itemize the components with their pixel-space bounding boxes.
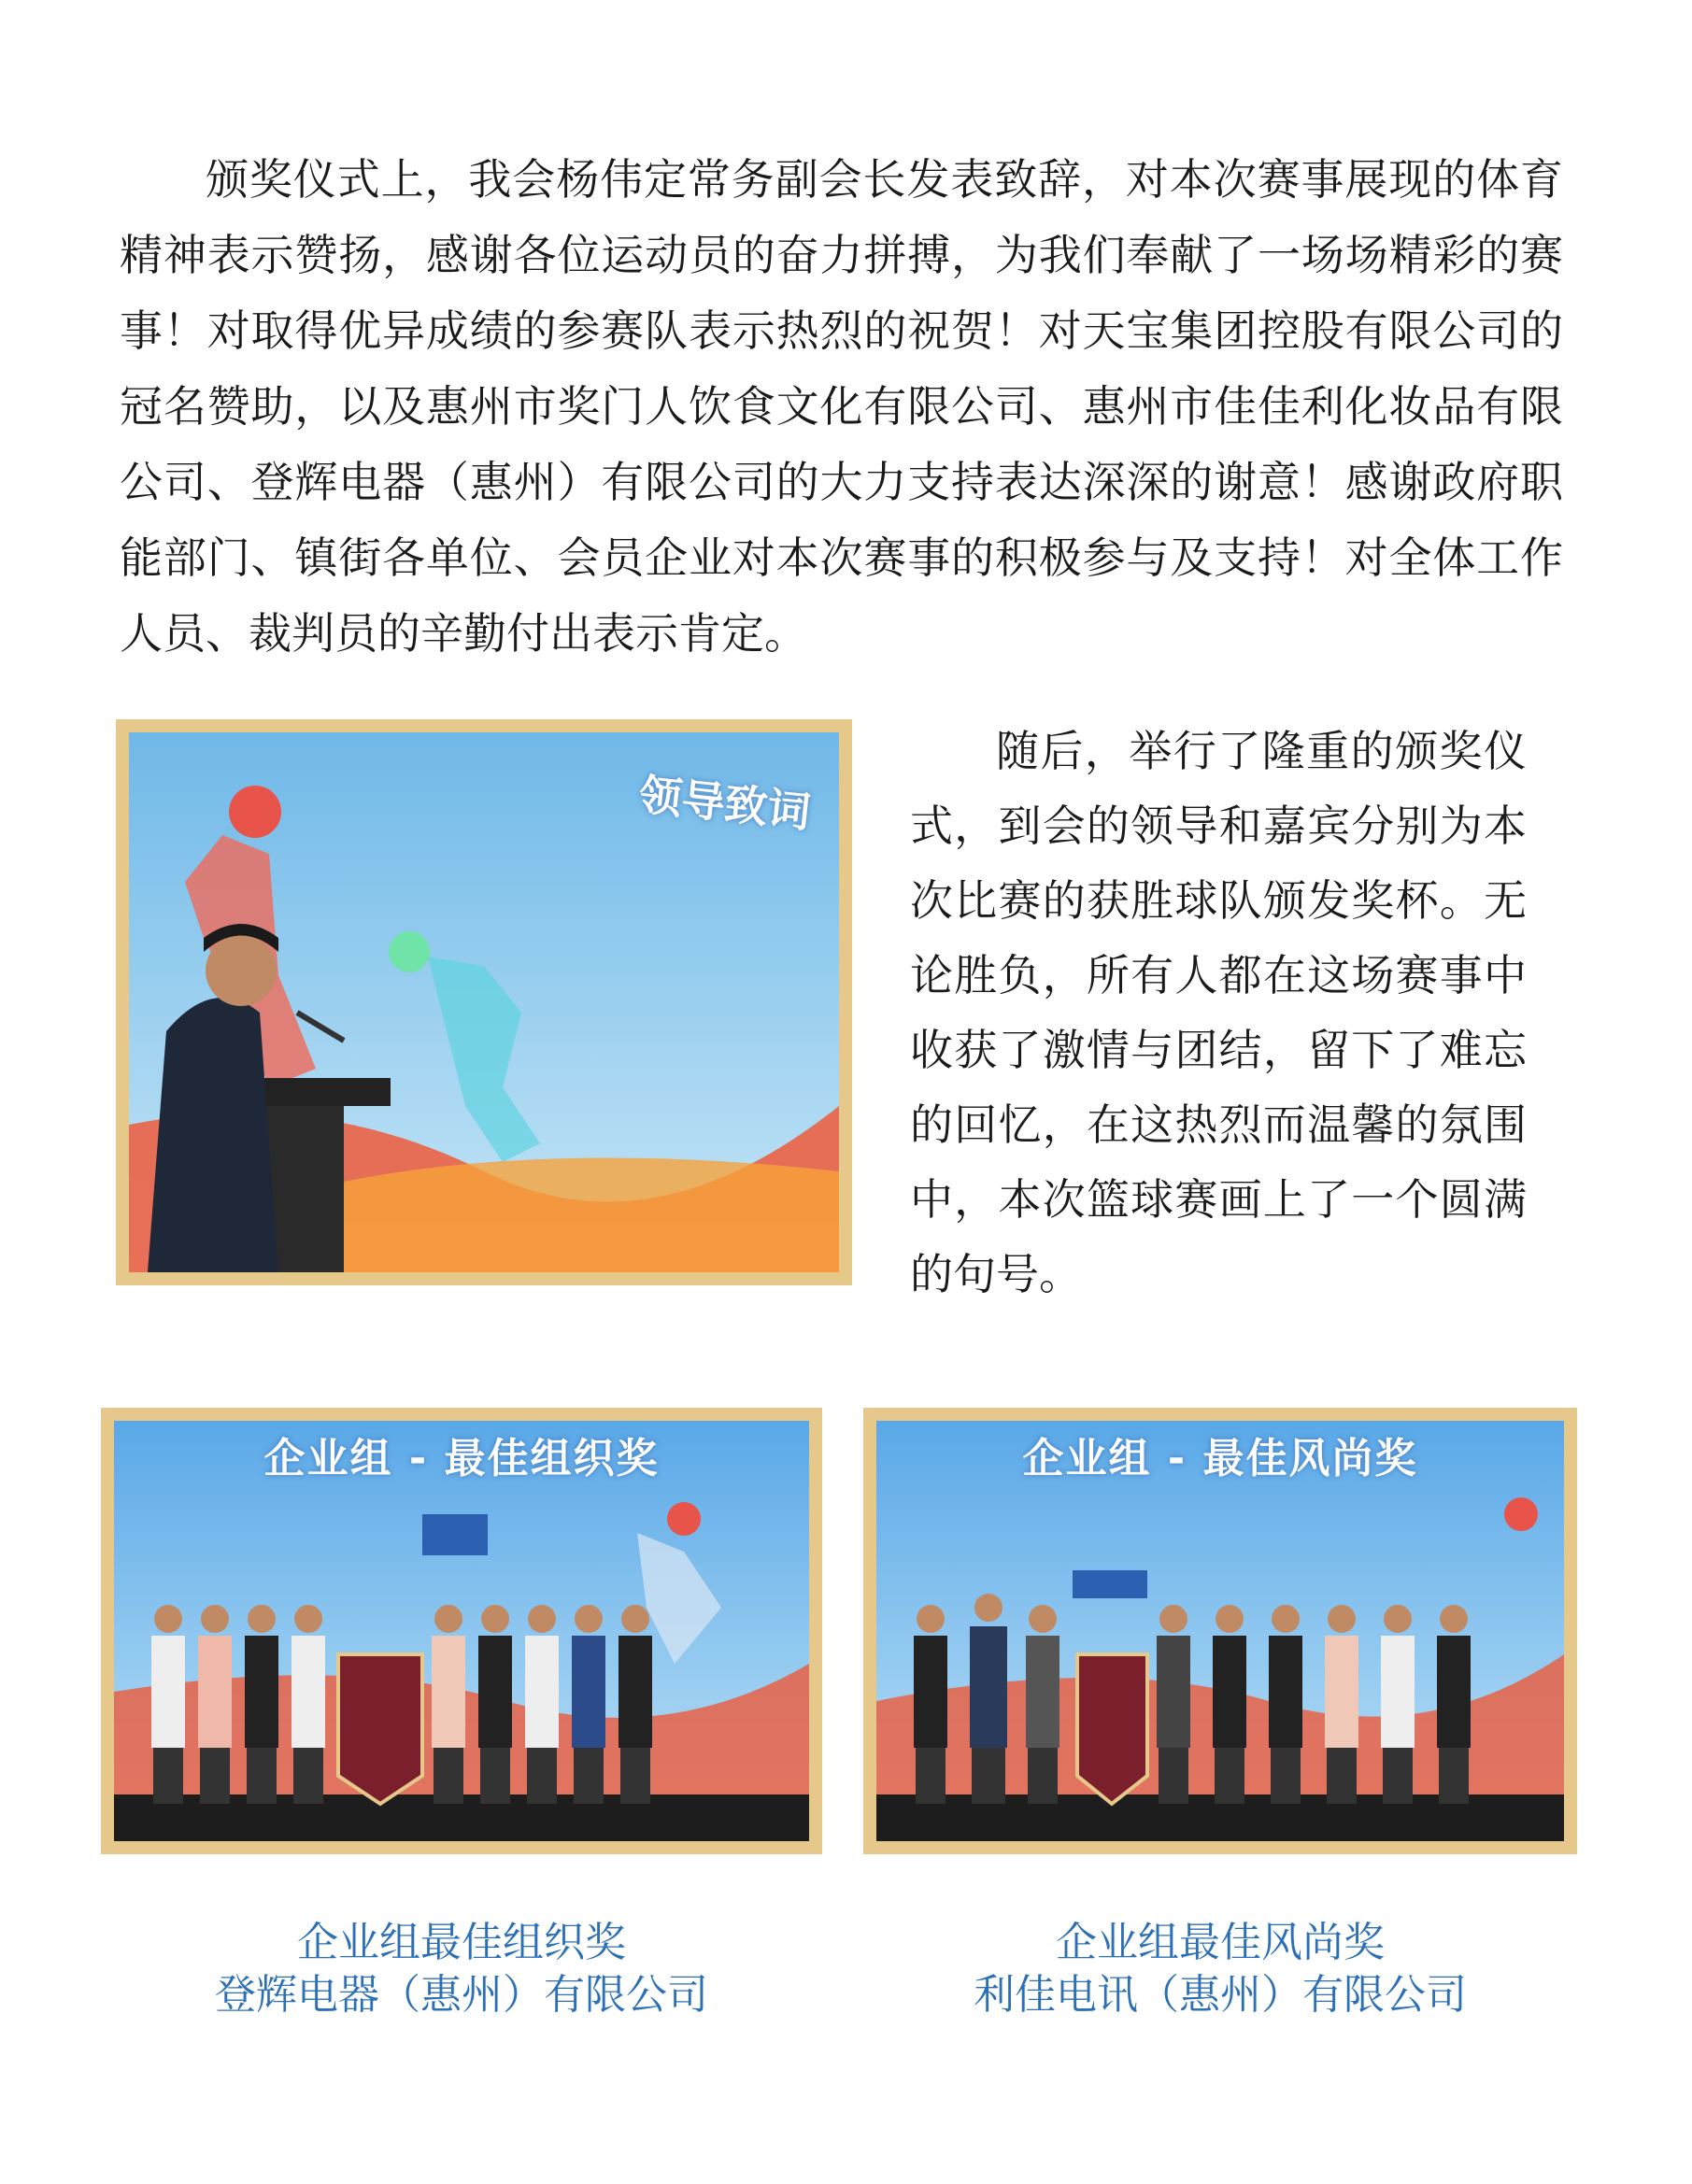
award-caption-2 <box>863 1917 1577 2021</box>
speech-photo <box>116 719 852 1285</box>
award-photo-organization <box>101 1408 822 1854</box>
award-caption-2-company: 利佳电讯（惠州）有限公司 <box>974 1971 1467 2019</box>
intro-paragraph: 颁奖仪式上，我会杨伟定常务副会长发表致辞，对本次赛事展现的体育精神表示赞扬，感谢各位运动员的奋力拼搏，为我们奉献了一场场精彩的赛事！对取得优异成绩的参赛队表示热烈的祝贺！对天宝集团控股有限公司的冠名赞助，以及惠州市奖门人饮食文化有限公司、惠州市佳佳利化妆品有限公司、登辉电器（惠州）有限公司的大力支持表达深深的谢意！感谢政府职能部门、镇街各单位、会员企业对本次赛事的积极参与及支持！对全体工作人员、裁判员的辛勤付出表示肯定。 <box>120 154 1563 659</box>
speech-screen-label: 领导致词 <box>636 769 814 838</box>
award-caption-1-company: 登辉电器（惠州）有限公司 <box>215 1971 708 2019</box>
award-photo-style <box>863 1408 1577 1854</box>
ceremony-paragraph: 随后，举行了隆重的颁奖仪式，到会的领导和嘉宾分别为本次比赛的获胜球队颁发奖杯。无论胜负，所有人都在这场赛事中收获了激情与团结，留下了难忘的回忆，在这热烈而温馨的氛围中，本次篮球赛画上了一个圆满的句号。 <box>910 726 1527 1299</box>
award-screen-title-2: 企业组 - 最佳风尚奖 <box>1022 1435 1418 1482</box>
award-caption-1-title: 企业组最佳组织奖 <box>297 1919 626 1966</box>
award-caption-1 <box>101 1917 822 2021</box>
award-screen-title-1: 企业组 - 最佳组织奖 <box>263 1435 660 1482</box>
award-caption-2-title: 企业组最佳风尚奖 <box>1056 1919 1385 1966</box>
